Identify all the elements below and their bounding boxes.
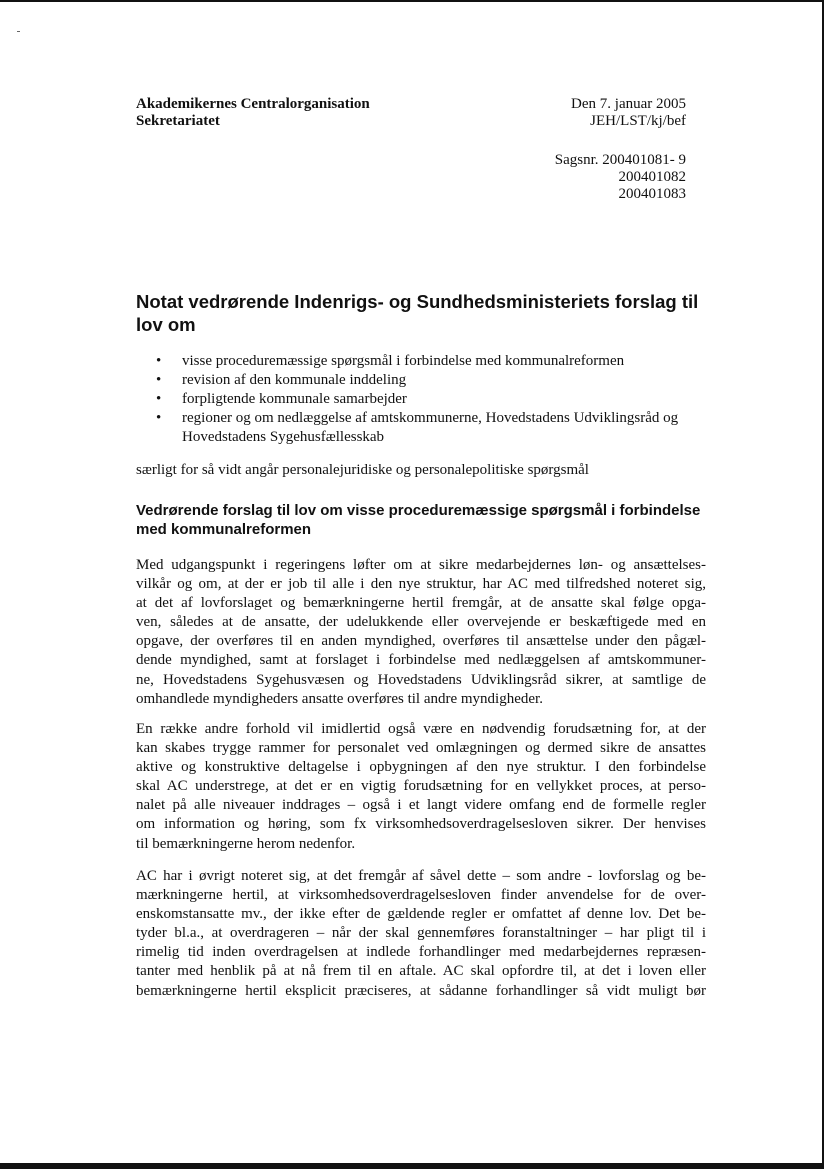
paragraph-line: bemærkningerne hertil eksplicit præciseres, at sådanne forhandlinger så vidt muligt bør	[136, 982, 706, 999]
bullet-icon: •	[156, 391, 162, 407]
paragraph	[136, 720, 706, 854]
list-item-text: regioner og om nedlæggelse af amtskommunerne, Hovedstadens Udviklingsråd og Hovedstadens Sygehusfællesskab	[182, 410, 679, 445]
case-number-block	[555, 152, 686, 203]
paragraph-line: tanter med henblik på at nå frem til en aftale. AC skal opfordre til, at det i loven eller	[136, 963, 706, 980]
intro-line: særligt for så vidt angår personalejuridiske og personalepolitiske spørgsmål	[136, 462, 589, 478]
document-date: Den 7. januar 2005	[571, 96, 686, 112]
list-item-text: forpligtende kommunale samarbejder	[182, 391, 407, 407]
paragraph-line: skal AC understrege, at det er en vigtig forudsætning for en vellykket proces, at perso-	[136, 778, 706, 795]
org-name: Akademikernes Centralorganisation	[136, 96, 370, 112]
case-number: 200401083	[618, 186, 686, 202]
page-edge-top	[0, 0, 822, 2]
case-number: Sagsnr. 200401081- 9	[554, 152, 686, 168]
paragraph-line: ne, Hovedstadens Sygehusvæsen og Hovedstadens Udviklingsråd sikrer, at samtlige de	[136, 671, 706, 688]
paragraph-line: vilkår og om, at der er job til alle i den nye struktur, har AC med tilfredshed noteret sig,	[136, 576, 706, 593]
list-item	[136, 352, 706, 371]
list-item	[136, 409, 706, 447]
paragraph-line: om information og høring, som fx virksomhedsoverdragelsesloven sikrer. Der henvises	[136, 816, 706, 833]
paragraph-line: tyder bl.a., at overdrageren – når der skal gennemføres foranstaltninger – har pligt til i	[136, 925, 706, 942]
paragraph-line: dende myndighed, samt at forslaget i forbindelse med nedlæggelsen af amtskommuner-	[136, 652, 706, 669]
paragraph	[136, 556, 706, 709]
paragraph-line: AC har i øvrigt noteret sig, at det fremgår af såvel dette – som andre - lovforslag og be-	[136, 868, 706, 884]
paragraph-line: omhandlede myndigheders ansatte overføres til andre myndigheder.	[136, 690, 543, 707]
paragraph-line: aktive og konstruktive deltagelse i opbygningen af den nye struktur. I den forbindelse	[136, 759, 706, 776]
paragraph	[136, 867, 706, 1001]
section-heading: Vedrørende forslag til lov om visse proceduremæssige spørgsmål i forbindelse med kommunalreformen	[136, 502, 701, 538]
bullet-icon: •	[156, 353, 162, 369]
case-number: 200401082	[618, 169, 686, 185]
bullet-list	[136, 352, 706, 447]
reference-code: JEH/LST/kj/bef	[590, 113, 686, 129]
list-item	[136, 390, 706, 409]
bullet-icon: •	[156, 372, 162, 388]
paragraph-line: opgave, der overføres til en anden myndighed, overføres til ansættelse under den pågæl-	[136, 633, 706, 650]
paragraph-line: En række andre forhold vil imidlertid også være en nødvendig forudsætning for, at der	[136, 721, 706, 737]
paragraph-line: mærkningerne hertil, at virksomhedsoverdragelsesloven finder anvendelse for de over-	[136, 887, 706, 904]
bullet-icon: •	[156, 410, 162, 426]
paragraph-line: ven, således at de ansatte, der udelukkende eller overvejende er beskæftigede med en	[136, 614, 706, 631]
page-edge-bottom	[0, 1163, 824, 1169]
paragraph-line: til bemærkningerne herom nedenfor.	[136, 835, 356, 852]
list-item-text: visse proceduremæssige spørgsmål i forbindelse med kommunalreformen	[182, 353, 625, 369]
paragraph-line: at det af lovforslaget og bemærkningerne hertil fremgår, at de ansatte skal følge opga-	[136, 595, 706, 612]
department: Sekretariatet	[136, 113, 220, 129]
letterhead	[136, 96, 370, 130]
paragraph-line: enskomstansatte mv., der ikke efter de gældende regler er omfattet af denne lov. Det be-	[136, 906, 706, 923]
date-block	[571, 96, 686, 130]
paragraph-line: Med udgangspunkt i regeringens løfter om at sikre medarbejdernes løn- og ansættelses-	[136, 557, 706, 573]
list-item	[136, 371, 706, 390]
paragraph-line: nalet på alle niveauer inddrages – også i et langt videre omfang end de formelle regler	[136, 797, 706, 814]
paragraph-line: kan skabes trygge rammer for personalet ved omlægningen og dermed sikre de ansattes	[136, 740, 706, 757]
document-title: Notat vedrørende Indenrigs- og Sundhedsministeriets forslag til lov om	[136, 291, 699, 335]
paragraph-line: rimelig tid inden overdragelsen at indlede forhandlinger med medarbejdernes repræsen-	[136, 944, 706, 961]
list-item-text: revision af den kommunale inddeling	[182, 372, 407, 388]
scan-speck	[17, 31, 20, 32]
